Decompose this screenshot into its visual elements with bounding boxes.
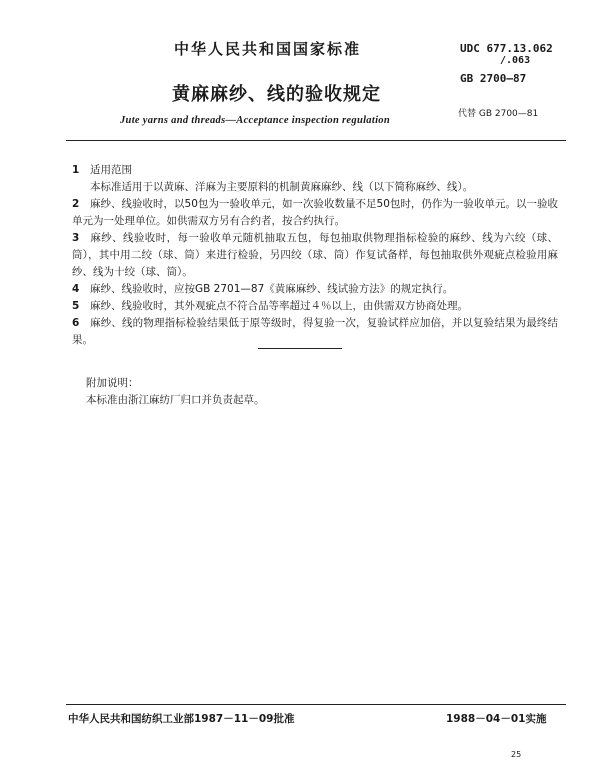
clause-6: 6 麻纱、线的物理指标检验结果低于原等级时，得复验一次，复验试样应加倍，并以复验结果为最终结果。 (72, 317, 558, 346)
note-label: 附加说明： (86, 377, 139, 389)
clause-5: 5 麻纱、线验收时，其外观疵点不符合品等率超过４％以上，由供需双方协商处理。 (72, 300, 468, 312)
clause-3: 3 麻纱、线验收时，每一验收单元随机抽取五包，每包抽取供物理指标检验的麻纱、线为六绞（球、筒），其中用二绞（球、筒）来进行检验，另四绞（球、筒）作复试备样，每包抽取供外观疵点检验用麻纱、线为十绞（球、筒）。 (72, 232, 558, 278)
clause-1: 1 适用范围 (72, 164, 132, 176)
udc-code: UDC 677.13.062 (460, 42, 553, 55)
page-number: 25 (511, 750, 522, 759)
clause-1-text: 本标准适用于以黄麻、洋麻为主要原料的机制黄麻麻纱、线（以下简称麻纱、线）。 (90, 181, 474, 193)
header-divider (66, 140, 566, 141)
national-standard-heading: 中华人民共和国国家标准 (174, 40, 362, 58)
note-text: 本标准由浙江麻纺厂归口并负责起草。 (86, 394, 265, 406)
gb-number: GB 2700—87 (460, 72, 527, 85)
footer-divider (66, 704, 566, 705)
approval-line: 中华人民共和国纺织工业部1987－11－09批准 (68, 713, 295, 725)
end-divider (258, 348, 342, 349)
page-title-english: Jute yarns and threads—Acceptance inspection regulation (120, 115, 390, 126)
replaces-standard: 代替 GB 2700—81 (458, 109, 539, 119)
clause-4: 4 麻纱、线验收时，应按GB 2701—87《黄麻麻纱、线试验方法》的规定执行。 (72, 283, 454, 295)
clause-2: 2 麻纱、线验收时，以50包为一验收单元，如一次验收数量不足50包时，仍作为一验收单元。以一验收单元为一处理单位。如供需双方另有合约者，按合约执行。 (72, 198, 558, 227)
implementation-date: 1988－04－01实施 (446, 713, 547, 725)
udc-code-suffix: /.063 (500, 55, 531, 66)
additional-notes (86, 375, 265, 409)
page-title: 黄麻麻纱、线的验收规定 (172, 84, 381, 105)
standard-body (72, 162, 558, 349)
